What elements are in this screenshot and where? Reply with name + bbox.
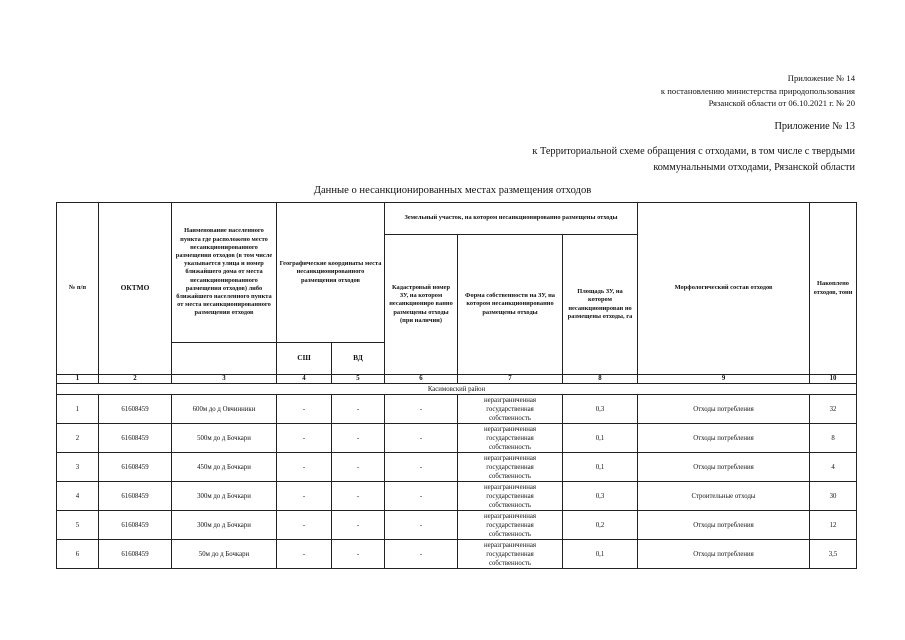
cell-place: 300м до д Бочкари [172, 511, 277, 540]
region-row [57, 384, 857, 395]
region-name: Касимовский район [57, 384, 857, 395]
cell-ownership [458, 511, 563, 540]
ownership-line: неразграниченная [483, 425, 537, 433]
header-area: Площадь ЗУ, на котором несанкционирован но размещены отходы, га [563, 235, 638, 375]
column-number: 4 [277, 375, 332, 384]
ownership-line: государственная [486, 463, 534, 471]
cell-cadastral: - [385, 540, 458, 569]
header-lat: СШ [277, 343, 332, 375]
table-row [57, 395, 857, 424]
cell-oktmo: 61608459 [99, 424, 172, 453]
scheme-header [532, 144, 855, 175]
cell-lat: - [277, 424, 332, 453]
ownership-line: неразграниченная [483, 483, 537, 491]
column-numbers-row [57, 375, 857, 384]
column-number: 2 [99, 375, 172, 384]
ownership-line: государственная [486, 405, 534, 413]
cell-cadastral: - [385, 395, 458, 424]
cell-place: 300м до д Бочкари [172, 482, 277, 511]
waste-sites-table [56, 202, 857, 569]
cell-lon: - [332, 395, 385, 424]
cell-accumulated: 12 [810, 511, 857, 540]
cell-cadastral: - [385, 482, 458, 511]
cell-lon: - [332, 511, 385, 540]
cell-ownership [458, 395, 563, 424]
table-row [57, 424, 857, 453]
scheme-line: к Территориальной схеме обращения с отходами, в том числе с твердыми [532, 146, 855, 157]
header-cadastral: Кадастровый номер ЗУ, на котором несанкциониро ванно размещены отходы (при наличии) [385, 235, 458, 375]
cell-oktmo: 61608459 [99, 482, 172, 511]
cell-area: 0,1 [563, 424, 638, 453]
cell-ownership [458, 453, 563, 482]
cell-num: 2 [57, 424, 99, 453]
table-row [57, 511, 857, 540]
cell-lon: - [332, 424, 385, 453]
cell-lat: - [277, 453, 332, 482]
cell-cadastral: - [385, 453, 458, 482]
cell-lat: - [277, 540, 332, 569]
header-ownership: Форма собственности на ЗУ, на котором несанкционированно размещены отходы [458, 235, 563, 375]
cell-morph: Отходы потребления [638, 453, 810, 482]
appendix-14-line: к постановлению министерства природопользования [660, 85, 855, 96]
cell-lat: - [277, 395, 332, 424]
cell-morph: Отходы потребления [638, 540, 810, 569]
column-number: 8 [563, 375, 638, 384]
ownership-line: собственность [489, 501, 531, 509]
cell-area: 0,1 [563, 540, 638, 569]
appendix-14-header [661, 72, 855, 110]
ownership-line: государственная [486, 434, 534, 442]
column-number: 10 [810, 375, 857, 384]
cell-cadastral: - [385, 424, 458, 453]
ownership-line: неразграниченная [483, 454, 537, 462]
cell-num: 1 [57, 395, 99, 424]
cell-ownership [458, 482, 563, 511]
ownership-line: государственная [486, 521, 534, 529]
column-number: 1 [57, 375, 99, 384]
cell-place: 50м до д Бочкари [172, 540, 277, 569]
cell-area: 0,2 [563, 511, 638, 540]
table-row [57, 482, 857, 511]
cell-oktmo: 61608459 [99, 540, 172, 569]
cell-lon: - [332, 540, 385, 569]
ownership-line: неразграниченная [483, 512, 537, 520]
cell-accumulated: 32 [810, 395, 857, 424]
cell-num: 5 [57, 511, 99, 540]
cell-lat: - [277, 511, 332, 540]
scheme-line: коммунальными отходами, Рязанской области [653, 161, 855, 173]
cell-num: 6 [57, 540, 99, 569]
cell-cadastral: - [385, 511, 458, 540]
cell-accumulated: 8 [810, 424, 857, 453]
appendix-14-line: Приложение № 14 [787, 73, 855, 83]
header-num: № п/п [57, 203, 99, 375]
cell-lat: - [277, 482, 332, 511]
header-geo: Географические координаты места несанкционированного размещения отходов [277, 203, 385, 343]
ownership-line: собственность [489, 472, 531, 480]
ownership-line: неразграниченная [483, 541, 537, 549]
cell-morph: Отходы потребления [638, 511, 810, 540]
cell-num: 4 [57, 482, 99, 511]
appendix-13-header: Приложение № 13 [774, 121, 855, 132]
cell-morph: Отходы потребления [638, 424, 810, 453]
cell-num: 3 [57, 453, 99, 482]
ownership-line: собственность [489, 559, 531, 567]
cell-lon: - [332, 482, 385, 511]
column-number: 5 [332, 375, 385, 384]
ownership-line: собственность [489, 530, 531, 538]
ownership-line: собственность [489, 414, 531, 422]
header-oktmo: ОКТМО [99, 203, 172, 375]
cell-oktmo: 61608459 [99, 395, 172, 424]
cell-morph: Строительные отходы [638, 482, 810, 511]
cell-place: 500м до д Бочкари [172, 424, 277, 453]
table-row [57, 540, 857, 569]
cell-place: 600м до д Овчинники [172, 395, 277, 424]
column-number: 3 [172, 375, 277, 384]
header-land: Земельный участок, на котором несанкционированно размещены отходы [385, 203, 638, 235]
cell-accumulated: 4 [810, 453, 857, 482]
cell-accumulated: 3,5 [810, 540, 857, 569]
header-accumulated: Накоплено отходов, тонн [810, 203, 857, 375]
cell-oktmo: 61608459 [99, 453, 172, 482]
header-lon: ВД [332, 343, 385, 375]
table-row [57, 453, 857, 482]
cell-area: 0,3 [563, 395, 638, 424]
header-morph: Морфологический состав отходов [638, 203, 810, 375]
cell-accumulated: 30 [810, 482, 857, 511]
appendix-14-line: Рязанской области от 06.10.2021 г. № 20 [708, 98, 855, 108]
ownership-line: государственная [486, 550, 534, 558]
header-locality: Наименование населенного пункта где расположено место несанкционированного размещения отходов (в том числе указывается улица и номер ближайшего дома от места несанкционированного размещения отходов) либо ближайшего населенного пункта от места несанкционированного размещения отходов [172, 203, 277, 343]
column-number: 9 [638, 375, 810, 384]
ownership-line: государственная [486, 492, 534, 500]
header-locality-cont [172, 343, 277, 375]
cell-place: 450м до д Бочкари [172, 453, 277, 482]
document-title: Данные о несанкционированных местах размещения отходов [313, 185, 592, 196]
cell-area: 0,1 [563, 453, 638, 482]
cell-lon: - [332, 453, 385, 482]
ownership-line: неразграниченная [483, 396, 537, 404]
cell-ownership [458, 424, 563, 453]
column-number: 7 [458, 375, 563, 384]
cell-ownership [458, 540, 563, 569]
cell-morph: Отходы потребления [638, 395, 810, 424]
cell-oktmo: 61608459 [99, 511, 172, 540]
column-number: 6 [385, 375, 458, 384]
cell-area: 0,3 [563, 482, 638, 511]
ownership-line: собственность [489, 443, 531, 451]
